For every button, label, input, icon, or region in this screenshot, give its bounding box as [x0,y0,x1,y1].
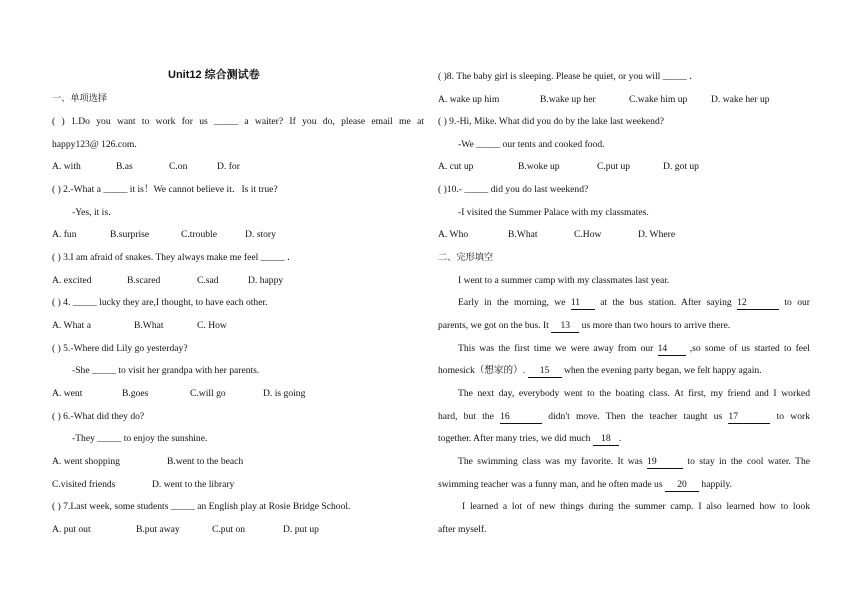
option-c[interactable]: C.trouble [181,229,217,240]
passage-line-5 [438,364,762,378]
question-10-stem: ( )10.- _____ did you do last weekend? [438,184,589,195]
passage-line-11: I learned a lot of new things during the summer camp. I also learned how to look [462,501,810,512]
option-a[interactable]: A. fun [52,229,77,240]
option-b[interactable]: B.What [134,320,164,331]
option-b[interactable]: B.wake up her [540,94,596,105]
question-8-options [438,93,810,107]
option-a[interactable]: A. put out [52,524,91,535]
passage-line-12: after myself. [438,524,487,535]
question-2-stem: ( ) 2.-What a _____ it is！We cannot believe it．Is it true? [52,184,278,195]
passage-text: to stay in the cool water. The [687,456,811,467]
passage-line-3 [438,319,730,333]
question-6-options-row2 [52,478,424,492]
passage-text: ,so some of us started to feel [689,343,810,354]
option-d[interactable]: D. happy [248,275,284,286]
option-d[interactable]: D. went to the library [152,479,235,490]
question-6-options-row1 [52,455,424,469]
option-c[interactable]: C.visited friends [52,479,116,490]
option-d[interactable]: D. got up [663,161,699,172]
passage-line-6: The next day, everybody went to the boating class. At first, my friend and I worked [458,388,810,399]
option-c[interactable]: C.on [169,161,188,172]
question-9-options [438,160,810,174]
option-a[interactable]: A. cut up [438,161,474,172]
option-d[interactable]: D. put up [283,524,319,535]
blank-15[interactable]: 15 [528,365,562,378]
passage-text: swimming teacher was a funny man, and he often made us [438,479,663,490]
page-title: Unit12 综合测试卷 [168,69,260,81]
question-7-options [52,523,424,537]
passage-line-9 [438,455,810,469]
question-10-reply: -I visited the Summer Palace with my classmates. [458,207,649,218]
option-b[interactable]: B.went to the beach [167,456,244,467]
option-a[interactable]: A. excited [52,275,92,286]
option-c[interactable]: C.put on [212,524,246,535]
blank-16[interactable]: 16 [500,411,542,424]
passage-line-4 [438,342,810,356]
blank-12[interactable]: 12 [737,297,779,310]
option-a[interactable]: A. What a [52,320,91,331]
question-9-stem: ( ) 9.-Hi, Mike. What did you do by the lake last weekend? [438,116,665,127]
passage-text: The swimming class was my favorite. It was [458,456,643,467]
option-b[interactable]: B.woke up [518,161,560,172]
passage-line-1: I went to a summer camp with my classmates last year. [458,275,670,286]
blank-18[interactable]: 18 [593,433,619,446]
option-c[interactable]: C.sad [197,275,219,286]
option-c[interactable]: C. How [197,320,227,331]
passage-text: . [618,433,622,444]
passage-text: Early in the morning, we [458,297,566,308]
section-heading-cloze: 二、完形填空 [438,252,494,263]
question-5-reply: -She _____ to visit her grandpa with her parents. [72,365,260,376]
option-b[interactable]: B.surprise [110,229,150,240]
passage-text: This was the first time we were away from our [458,343,654,354]
section-heading-single-choice: 一、单项选择 [52,93,108,104]
option-b[interactable]: B.put away [136,524,180,535]
blank-20[interactable]: 20 [665,479,699,492]
option-a[interactable]: A. with [52,161,81,172]
question-9-reply: -We _____ our tents and cooked food. [458,139,605,150]
option-d[interactable]: D. for [217,161,240,172]
option-c[interactable]: C.wake him up [629,94,688,105]
option-a[interactable]: A. Who [438,229,469,240]
option-d[interactable]: D. story [245,229,276,240]
blank-17[interactable]: 17 [728,411,770,424]
option-b[interactable]: B.scared [127,275,161,286]
option-b[interactable]: B.as [116,161,133,172]
passage-line-10 [438,478,732,492]
question-1-options [52,160,424,174]
option-d[interactable]: D. is going [263,388,306,399]
question-7-stem: ( ) 7.Last week, some students _____ an English play at Rosie Bridge School. [52,501,351,512]
passage-text: when the evening party began, we felt happy again. [563,365,762,376]
question-5-stem: ( ) 5.-Where did Lily go yesterday? [52,343,188,354]
passage-text: to work [776,411,811,422]
question-2-reply: -Yes, it is． [72,207,118,218]
option-b[interactable]: B.What [508,229,538,240]
passage-text: to our [784,297,810,308]
question-2-options [52,228,424,242]
question-4-options [52,319,424,333]
passage-text: us more than two hours to arrive there. [581,320,731,331]
passage-line-2 [438,296,810,310]
passage-line-7 [438,410,810,424]
passage-text: together. After many tries, we did much [438,433,591,444]
question-4-stem: ( ) 4. _____ lucky they are,I thought, to have each other. [52,297,268,308]
option-d[interactable]: D. wake her up [711,94,770,105]
option-a[interactable]: A. wake up him [438,94,500,105]
passage-text: hard, but the [438,411,494,422]
passage-line-8 [438,432,621,446]
passage-text: parents, we got on the bus. It [438,320,549,331]
option-c[interactable]: C.put up [597,161,631,172]
passage-text: homesick（想家的）. [438,365,526,376]
option-d[interactable]: D. Where [638,229,676,240]
question-5-options [52,387,424,401]
question-10-options [438,228,810,242]
blank-11[interactable]: 11 [571,297,595,310]
question-1-stem: ( ) 1.Do you want to work for us _____ a waiter? If you do, please email me at [52,116,424,127]
question-1-continuation: happy123@ 126.com. [52,139,137,150]
option-c[interactable]: C.will go [190,388,226,399]
question-3-options [52,274,424,288]
question-6-reply: -They _____ to enjoy the sunshine. [72,433,208,444]
question-8-stem: ( )8. The baby girl is sleeping. Please be quiet, or you will _____ ． [438,71,699,82]
option-b[interactable]: B.goes [122,388,149,399]
question-6-stem: ( ) 6.-What did they do? [52,411,145,422]
blank-13[interactable]: 13 [551,320,579,333]
question-3-stem: ( ) 3.I am afraid of snakes. They always make me feel _____ ． [52,252,297,263]
passage-text: at the bus station. After saying [600,297,732,308]
passage-text: didn't move. Then the teacher taught us [548,411,723,422]
blank-19[interactable]: 19 [647,456,683,469]
passage-text: happily. [701,479,732,490]
option-a[interactable]: A. went shopping [52,456,120,467]
option-a[interactable]: A. went [52,388,83,399]
option-c[interactable]: C.How [574,229,602,240]
blank-14[interactable]: 14 [658,343,686,356]
